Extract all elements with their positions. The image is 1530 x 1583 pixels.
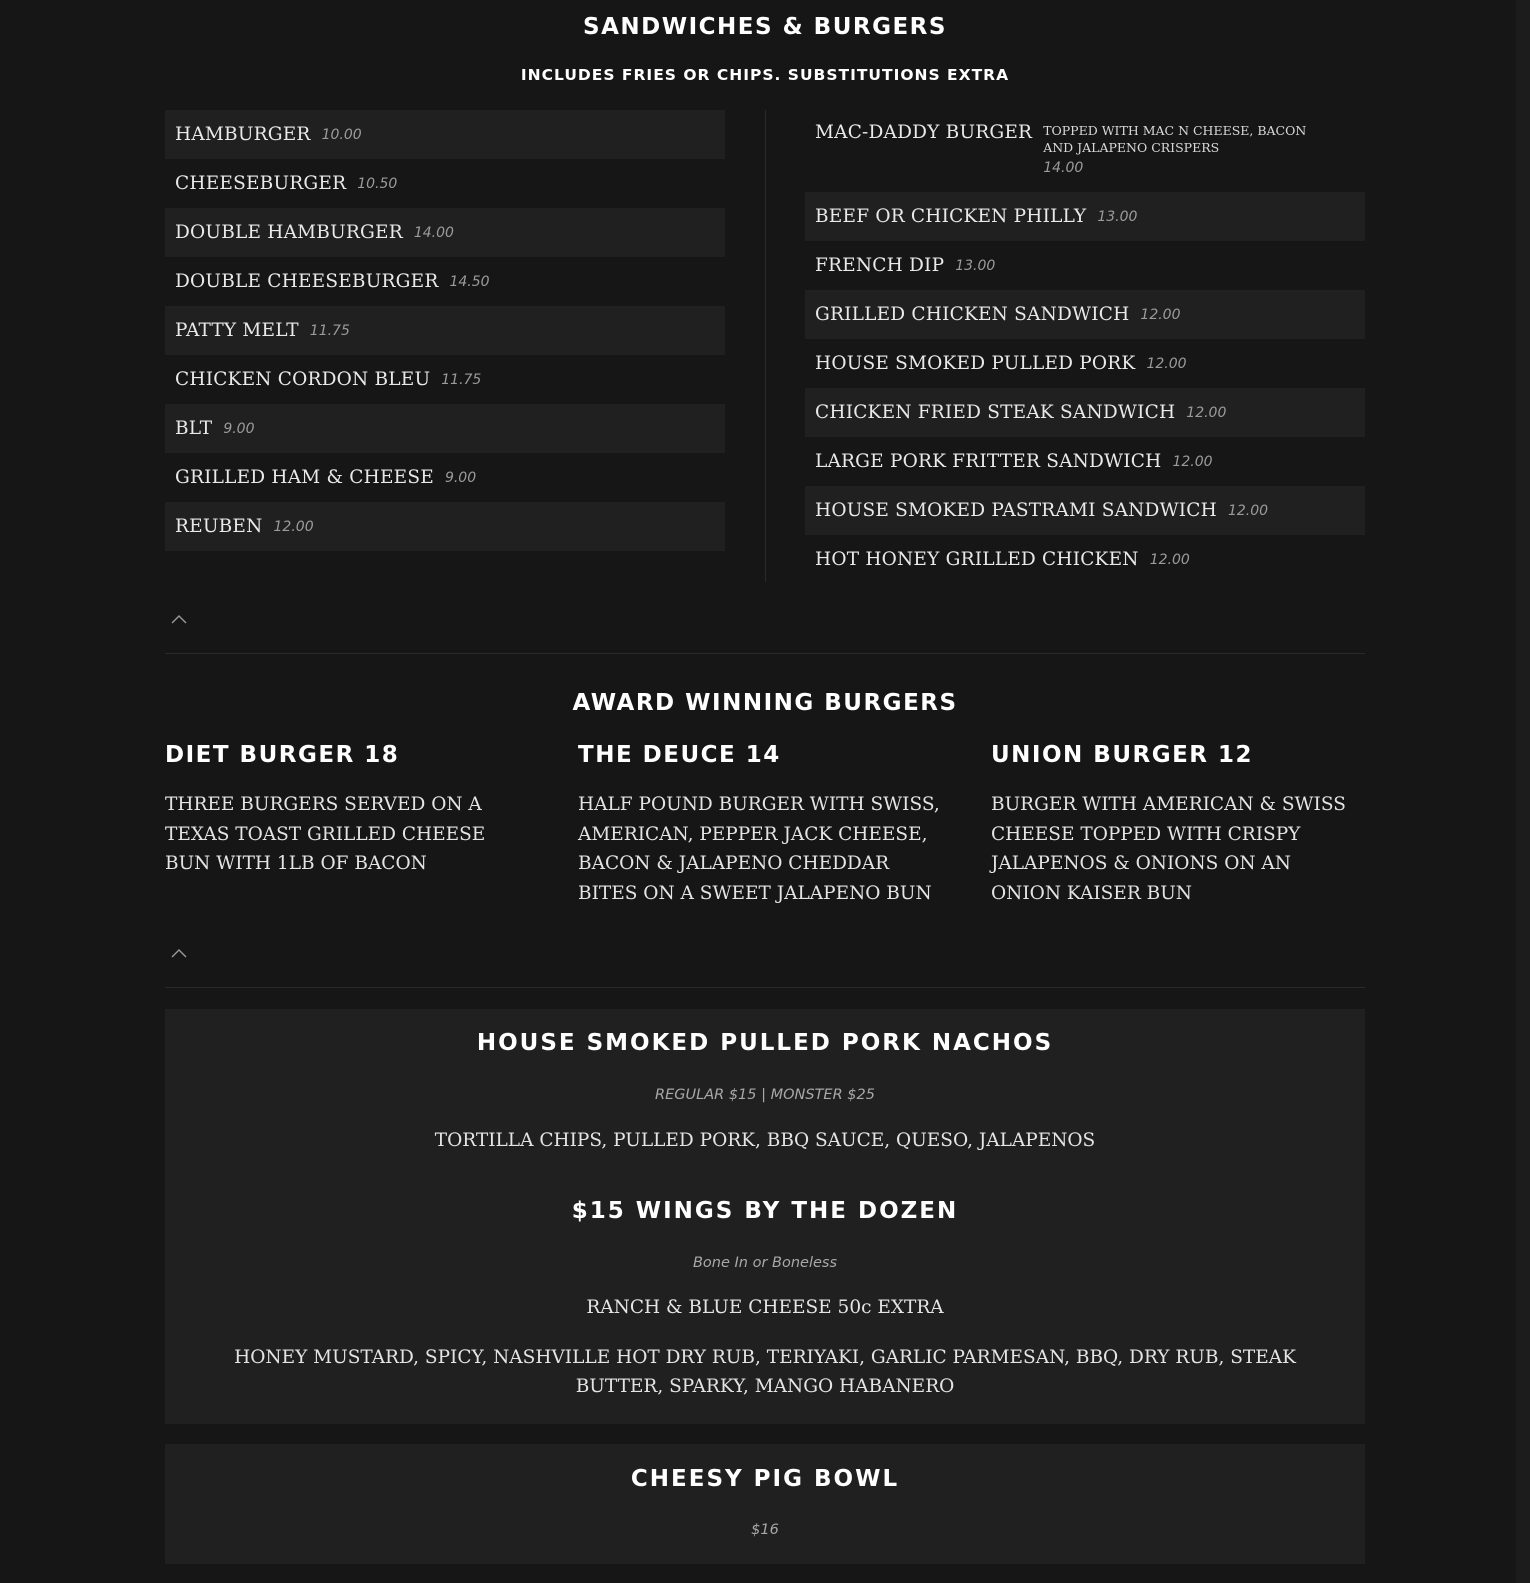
item-price: 14.00 xyxy=(413,224,454,241)
item-price: 12.00 xyxy=(1149,551,1190,568)
award-burger-description: THREE BURGERS SERVED ON A TEXAS TOAST GRILLED CHEESE BUN WITH 1LB OF BACON xyxy=(165,794,486,874)
menu-item xyxy=(165,453,725,502)
menu-item xyxy=(165,355,725,404)
item-price: 9.00 xyxy=(223,420,255,437)
menu-item xyxy=(165,502,725,551)
item-name: MAC-DADDY BURGER xyxy=(815,122,1033,143)
menu-item xyxy=(165,159,725,208)
item-price: 12.00 xyxy=(1172,453,1213,470)
item-price: 14.50 xyxy=(449,273,490,290)
item-name: CHEESEBURGER xyxy=(175,173,347,194)
award-burger-description: BURGER WITH AMERICAN & SWISS CHEESE TOPPED WITH CRISPY JALAPENOS & ONIONS ON AN ONION KAISER BUN xyxy=(991,794,1346,904)
item-price: 14.00 xyxy=(1043,160,1084,176)
item-price: 9.00 xyxy=(444,469,477,486)
menu-column-right xyxy=(805,110,1365,584)
item-name: REUBEN xyxy=(175,516,263,537)
item-description: TOPPED WITH MAC N CHEESE, BACON AND JALAPENO CRISPERS xyxy=(1043,123,1307,155)
menu-item xyxy=(165,404,725,453)
menu-item xyxy=(165,257,725,306)
wings-flavors: HONEY MUSTARD, SPICY, NASHVILLE HOT DRY RUB, TERIYAKI, GARLIC PARMESAN, BBQ, DRY RUB, STEAK BUTTER, SPARKY, MANGO HABANERO xyxy=(234,1347,1296,1397)
nachos-wings-panel xyxy=(165,1009,1365,1424)
item-detail xyxy=(1043,122,1333,176)
item-price: 12.00 xyxy=(1140,306,1181,323)
award-burger-card xyxy=(991,742,1361,908)
award-burger-description: HALF POUND BURGER WITH SWISS, AMERICAN, PEPPER JACK CHEESE, BACON & JALAPENO CHEDDAR BITES ON A SWEET JALAPENO BUN xyxy=(578,794,940,904)
menu-item xyxy=(805,110,1365,192)
section-title-sandwiches: SANDWICHES & BURGERS xyxy=(583,14,947,40)
item-price: 10.00 xyxy=(321,126,362,143)
nachos-price: REGULAR $15 | MONSTER $25 xyxy=(655,1087,875,1103)
menu-item xyxy=(165,110,725,159)
item-name: BLT xyxy=(175,418,213,439)
bowl-price: $16 xyxy=(751,1522,779,1538)
item-name: HOUSE SMOKED PASTRAMI SANDWICH xyxy=(815,500,1217,521)
item-name: HOUSE SMOKED PULLED PORK xyxy=(815,353,1136,374)
item-name: GRILLED CHICKEN SANDWICH xyxy=(815,304,1130,325)
menu-item xyxy=(805,290,1365,339)
wings-subtitle: Bone In or Boneless xyxy=(692,1255,838,1271)
nachos-title: HOUSE SMOKED PULLED PORK NACHOS xyxy=(476,1030,1054,1056)
item-name: HOT HONEY GRILLED CHICKEN xyxy=(815,549,1139,570)
item-name: CHICKEN CORDON BLEU xyxy=(175,369,431,390)
item-price: 11.75 xyxy=(441,371,482,388)
column-divider xyxy=(765,110,766,582)
item-name: LARGE PORK FRITTER SANDWICH xyxy=(815,451,1162,472)
item-price: 12.00 xyxy=(273,518,314,535)
item-name: DOUBLE HAMBURGER xyxy=(175,222,403,243)
menu-item xyxy=(165,208,725,257)
section-divider xyxy=(165,653,1365,654)
wings-extra: RANCH & BLUE CHEESE 50c EXTRA xyxy=(586,1297,944,1318)
section-divider xyxy=(165,987,1365,988)
scrollbar-track[interactable] xyxy=(1516,0,1530,1583)
award-burger-card xyxy=(165,742,535,879)
chevron-up-icon[interactable] xyxy=(170,611,188,629)
item-name: DOUBLE CHEESEBURGER xyxy=(175,271,439,292)
item-name: BEEF OR CHICKEN PHILLY xyxy=(815,206,1087,227)
bowl-title: CHEESY PIG BOWL xyxy=(630,1466,900,1492)
item-price: 12.00 xyxy=(1146,355,1187,372)
award-burger-title: DIET BURGER 18 xyxy=(165,742,400,768)
menu-item xyxy=(805,388,1365,437)
item-price: 12.00 xyxy=(1186,404,1227,421)
menu-item xyxy=(805,535,1365,584)
award-burger-card xyxy=(578,742,948,908)
menu-item xyxy=(805,339,1365,388)
menu-item xyxy=(805,192,1365,241)
menu-item xyxy=(805,486,1365,535)
menu-column-left xyxy=(165,110,725,551)
section-subtitle-sandwiches: INCLUDES FRIES OR CHIPS. SUBSTITUTIONS EXTRA xyxy=(520,66,1010,84)
item-name: PATTY MELT xyxy=(175,320,299,341)
item-price: 12.00 xyxy=(1227,502,1269,519)
item-price: 11.75 xyxy=(309,322,350,339)
nachos-description: TORTILLA CHIPS, PULLED PORK, BBQ SAUCE, QUESO, JALAPENOS xyxy=(434,1130,1096,1151)
item-name: CHICKEN FRIED STEAK SANDWICH xyxy=(815,402,1176,423)
item-price: 13.00 xyxy=(1097,208,1138,225)
item-name: HAMBURGER xyxy=(175,124,311,145)
award-burger-title: UNION BURGER 12 xyxy=(991,742,1254,768)
section-title-award: AWARD WINNING BURGERS xyxy=(572,690,958,716)
item-name: GRILLED HAM & CHEESE xyxy=(175,467,434,488)
item-price: 10.50 xyxy=(357,175,398,192)
menu-item xyxy=(165,306,725,355)
menu-item xyxy=(805,437,1365,486)
award-burger-title: THE DEUCE 14 xyxy=(578,742,781,768)
chevron-up-icon[interactable] xyxy=(170,945,188,963)
wings-title: $15 WINGS BY THE DOZEN xyxy=(571,1198,959,1224)
item-price: 13.00 xyxy=(955,257,996,274)
cheesy-pig-bowl-panel xyxy=(165,1444,1365,1564)
item-name: FRENCH DIP xyxy=(815,255,945,276)
menu-item xyxy=(805,241,1365,290)
